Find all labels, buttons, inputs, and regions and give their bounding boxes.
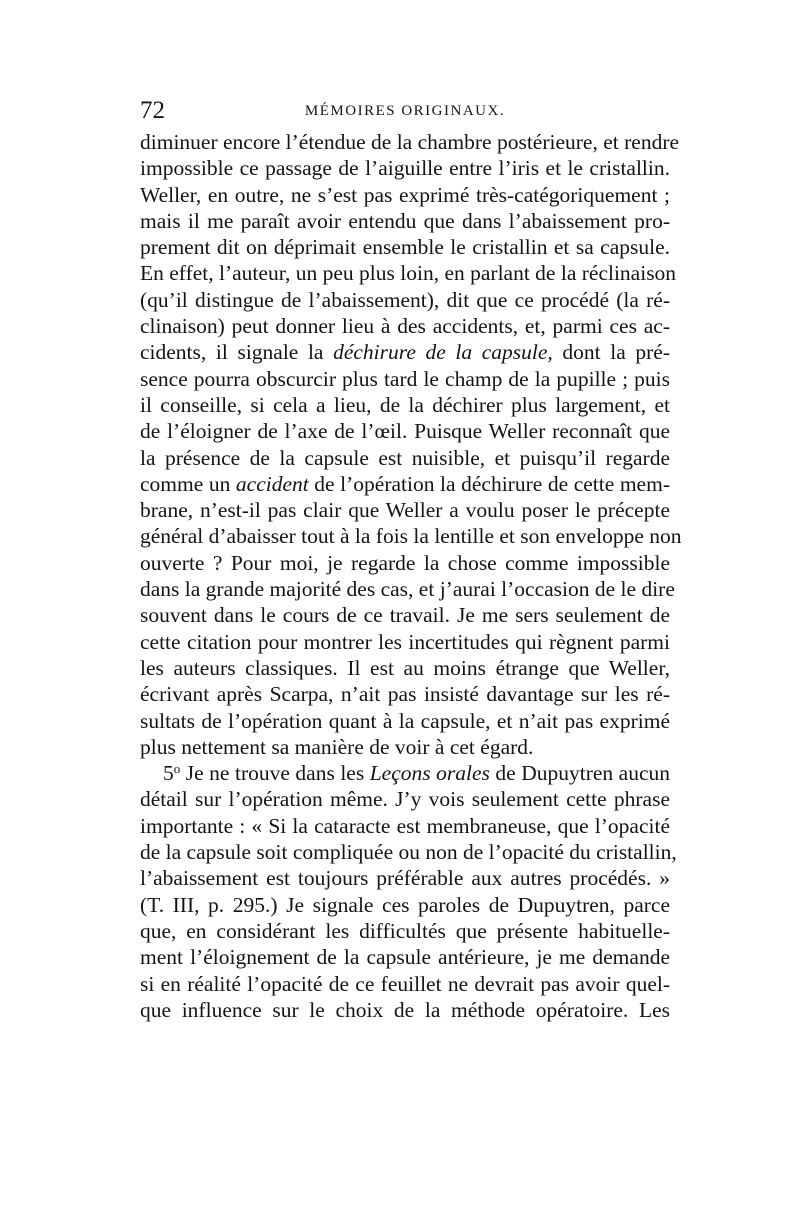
text-line (140, 392, 670, 418)
text-segment: 5 (163, 761, 174, 786)
text-line (140, 865, 670, 891)
text-segment: si en réalité l’opacité de ce feuillet ne devrait pas avoir quel- (140, 971, 670, 996)
italic-text: déchirure de la capsule, (333, 340, 553, 365)
text-line (140, 944, 670, 970)
text-line (140, 708, 670, 734)
text-line (140, 260, 677, 286)
text-line (140, 208, 670, 234)
text-segment: de l’éloigner de l’axe de l’œil. Puisque Weller reconnaît que (140, 419, 670, 444)
text-segment: que, en considérant les difficultés que présente habituelle- (140, 918, 670, 943)
text-segment: plus nettement sa manière de voir à cet égard. (140, 734, 534, 759)
text-line (140, 918, 670, 944)
italic-text: accident (235, 471, 309, 496)
text-segment: dont la pré- (552, 340, 670, 365)
text-segment: comme un (140, 471, 236, 496)
text-segment: sultats de l’opération quant à la capsule, et n’ait pas exprimé (140, 708, 670, 733)
superscript: o (173, 761, 181, 777)
text-segment: impossible ce passage de l’aiguille entre l’iris et le cristallin. (140, 156, 670, 181)
text-segment: brane, n’est-il pas clair que Weller a voulu poser le précepte (140, 498, 670, 523)
text-segment: de l’opération la déchirure de cette mem- (308, 471, 670, 496)
text-line (140, 734, 670, 760)
text-segment: écrivant après Scarpa, n’ait pas insisté davantage sur les ré- (140, 682, 670, 707)
text-line (140, 339, 670, 365)
text-segment: clinaison) peut donner lieu à des accidents, et, parmi ces ac- (140, 314, 670, 339)
text-segment: que influence sur le choix de la méthode opératoire. Les (140, 997, 670, 1022)
body-text (140, 129, 682, 1023)
text-segment: les auteurs classiques. Il est au moins étrange que Weller, (140, 655, 670, 680)
text-line (140, 839, 677, 865)
text-line (140, 523, 682, 549)
text-segment: il conseille, si cela a lieu, de la déchirer plus largement, et (140, 392, 670, 417)
text-segment: ment l’éloignement de la capsule antérieure, je me demande (140, 945, 670, 970)
text-line (140, 681, 670, 707)
text-segment: Weller, en outre, ne s’est pas exprimé très-catégoriquement ; (140, 182, 670, 207)
text-line (140, 418, 670, 444)
text-line (140, 287, 670, 313)
text-line (140, 129, 680, 155)
text-segment: sence pourra obscurcir plus tard le champ de la pupille ; puis (140, 366, 670, 391)
text-line (140, 445, 670, 471)
text-segment: dans la grande majorité des cas, et j’aurai l’occasion de le dire (140, 577, 675, 602)
text-line (140, 602, 670, 628)
text-segment: mais il me paraît avoir entendu que dans l’abaissement pro- (140, 208, 670, 233)
text-line (140, 497, 670, 523)
text-line (140, 655, 670, 681)
page-header (140, 96, 670, 126)
text-line (140, 155, 670, 181)
text-segment: général d’abaisser tout à la fois la lentille et son enveloppe non (140, 524, 682, 549)
text-line (140, 892, 670, 918)
text-line (140, 471, 670, 497)
text-line (140, 997, 670, 1023)
running-head: MÉMOIRES ORIGINAUX. (304, 103, 506, 119)
text-line (140, 182, 670, 208)
text-line (140, 234, 670, 260)
text-line (140, 313, 670, 339)
text-segment: détail sur l’opération même. J’y vois seulement cette phrase (140, 787, 670, 812)
text-segment: l’abaissement est toujours préférable aux autres procédés. » (140, 866, 670, 891)
text-segment: importante : « Si la cataracte est membraneuse, que l’opacité (140, 813, 670, 838)
text-line (140, 786, 670, 812)
text-segment: Je ne trouve dans les (180, 761, 370, 786)
text-line (140, 550, 670, 576)
text-segment: de Dupuytren aucun (489, 761, 670, 786)
text-segment: cette citation pour montrer les incertitudes qui règnent parmi (140, 629, 670, 654)
italic-text: Leçons orales (369, 761, 490, 786)
page-number: 72 (140, 97, 165, 124)
text-line (140, 629, 670, 655)
text-segment: diminuer encore l’étendue de la chambre postérieure, et rendre (140, 130, 680, 154)
text-line (140, 971, 670, 997)
text-line (140, 366, 670, 392)
text-segment: cidents, il signale la (140, 340, 334, 365)
text-segment: la présence de la capsule est nuisible, et puisqu’il regarde (140, 445, 670, 470)
text-line (140, 576, 675, 602)
text-segment: prement dit on déprimait ensemble le cristallin et sa capsule. (140, 235, 670, 260)
text-segment: souvent dans le cours de ce travail. Je me sers seulement de (140, 603, 670, 628)
text-segment: En effet, l’auteur, un peu plus loin, en parlant de la réclinaison (140, 261, 677, 286)
text-segment: (qu’il distingue de l’abaissement), dit que ce procédé (la ré- (140, 287, 670, 312)
text-line (140, 760, 670, 786)
text-segment: de la capsule soit compliquée ou non de l’opacité du cristallin, (140, 840, 677, 865)
text-segment: ouverte ? Pour moi, je regarde la chose comme impossible (140, 550, 670, 575)
text-segment: (T. III, p. 295.) Je signale ces paroles de Dupuytren, parce (140, 892, 670, 917)
text-line (140, 813, 670, 839)
